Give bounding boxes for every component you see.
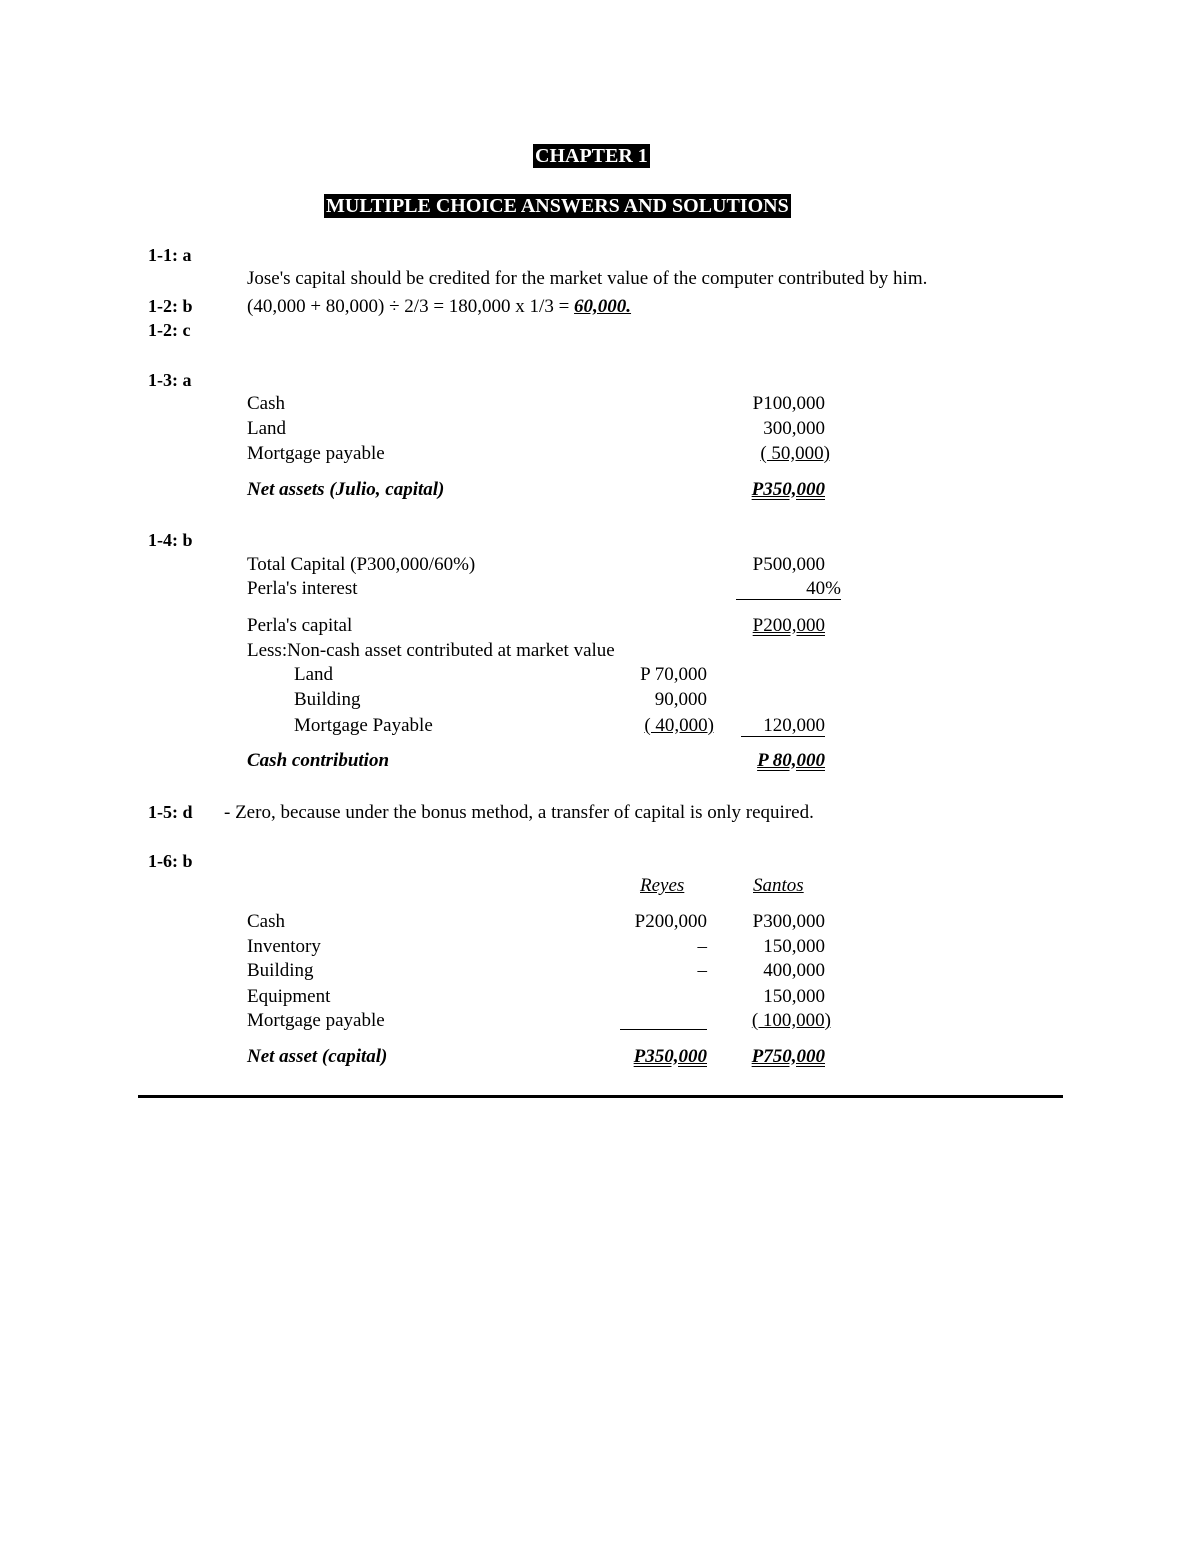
formula-answer: 60,000. [574,296,632,317]
table-row: Land [247,418,287,439]
table-cell-santos: 150,000 [763,986,825,1007]
chapter-heading: CHAPTER 1 [535,145,648,167]
table-row: Cash [247,911,285,932]
table-cell-reyes: – [697,936,707,957]
table-row: Mortgage payable [247,443,385,464]
table-cell-reyes: – [697,960,707,981]
answer-formula-1-2 [247,296,631,318]
table-row: Perla's interest [247,578,358,599]
answer-label-1-4: 1-4: b [148,530,193,550]
table-cell-santos: 150,000 [763,936,825,957]
table-cell-santos: ( 100,000) [751,1010,831,1031]
answer-label-1-2b: 1-2: b [148,296,193,316]
table-row: Perla's capital [247,615,353,636]
column-header-reyes: Reyes [640,875,685,896]
answer-label-1-6: 1-6: b [148,851,193,871]
total-label: Net asset (capital) [247,1046,388,1067]
table-cell-amount: ( 40,000) [644,715,714,736]
table-cell-amount: 300,000 [763,418,825,439]
answer-text-1-1: Jose's capital should be credited for the market value of the computer contributed by him. [247,268,928,289]
table-cell-amount: P200,000 [752,615,825,636]
answer-label-1-2c: 1-2: c [148,320,191,340]
answer-label-1-1: 1-1: a [148,245,192,265]
table-cell-santos: P300,000 [752,911,825,932]
table-cell-amount: ( 50,000) [760,443,830,464]
table-row: Less:Non-cash asset contributed at market value [247,640,615,661]
table-row: Building [294,689,361,710]
total-reyes: P350,000 [633,1046,707,1067]
page-title: MULTIPLE CHOICE ANSWERS AND SOLUTIONS [326,195,789,217]
total-amount: P 80,000 [757,750,825,771]
table-row: Equipment [247,986,331,1007]
table-cell-amount: 40% [736,578,841,600]
table-row: Inventory [247,936,321,957]
table-row: Land [294,664,334,685]
table-cell-santos: 400,000 [763,960,825,981]
table-row: Total Capital (P300,000/60%) [247,554,476,575]
table-cell-amount: P 70,000 [640,664,707,685]
answer-text-1-5: - Zero, because under the bonus method, a transfer of capital is only required. [224,802,814,823]
table-cell-reyes: P200,000 [634,911,707,932]
total-santos: P750,000 [751,1046,825,1067]
column-header-santos: Santos [753,875,804,896]
section-divider [138,1095,1063,1098]
total-label: Net assets (Julio, capital) [247,479,445,500]
table-cell-amount: P100,000 [752,393,825,414]
table-cell-amount: P500,000 [752,554,825,575]
table-row: Building [247,960,314,981]
table-cell-amount: 90,000 [654,689,707,710]
table-row: Cash [247,393,285,414]
total-amount: P350,000 [751,479,825,500]
total-label: Cash contribution [247,750,390,771]
table-row: Mortgage payable [247,1010,385,1031]
table-cell-amount: 120,000 [741,715,825,737]
table-row: Mortgage Payable [294,715,433,736]
formula-text: (40,000 + 80,000) ÷ 2/3 = 180,000 x 1/3 = [247,296,575,317]
answer-label-1-3: 1-3: a [148,370,192,390]
answer-label-1-5: 1-5: d [148,802,193,822]
